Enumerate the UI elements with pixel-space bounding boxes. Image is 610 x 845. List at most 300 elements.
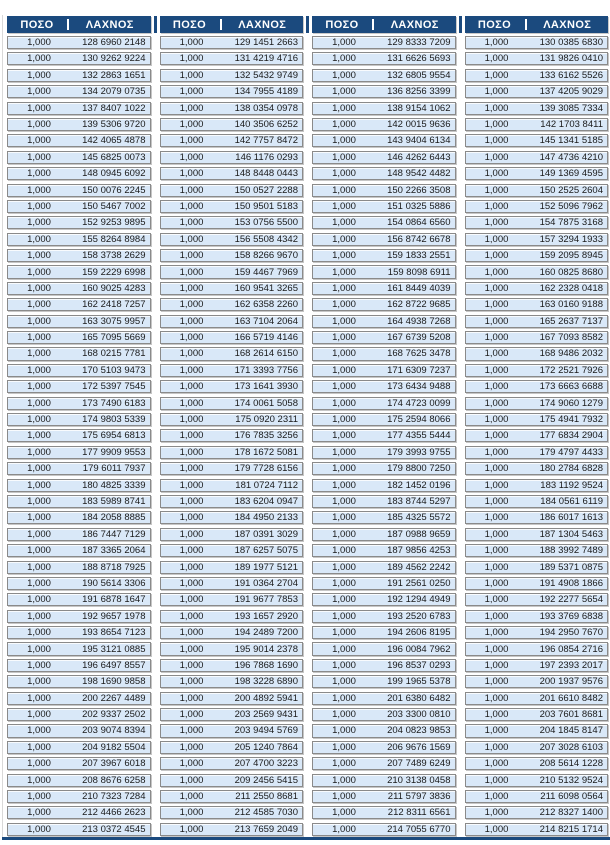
ticket-number-cell: 145 6825 0073 (82, 151, 146, 163)
ticket-number-cell: 173 7490 6183 (82, 397, 146, 409)
table-row[interactable] (7, 397, 151, 410)
table-row[interactable] (160, 52, 304, 65)
amount-cell: 1,000 (179, 282, 204, 294)
amount-cell: 1,000 (179, 266, 204, 278)
table-row[interactable] (312, 200, 456, 213)
table-row[interactable] (465, 577, 609, 590)
amount-cell: 1,000 (179, 151, 204, 163)
ticket-number-cell: 154 7875 3168 (539, 217, 603, 229)
table-row[interactable] (7, 167, 151, 180)
amount-cell: 1,000 (27, 512, 51, 524)
table-row[interactable] (465, 528, 609, 541)
table-row[interactable] (7, 642, 151, 655)
table-row[interactable] (160, 36, 304, 49)
table-row[interactable] (160, 413, 304, 426)
table-row[interactable] (465, 331, 609, 344)
table-row[interactable] (7, 561, 151, 574)
amount-cell: 1,000 (27, 463, 51, 475)
table-row[interactable] (465, 265, 609, 278)
table-row[interactable] (312, 462, 456, 475)
table-row[interactable] (7, 659, 151, 672)
ticket-number-cell: 148 0945 6092 (82, 168, 146, 180)
amount-cell: 1,000 (332, 135, 356, 147)
table-row[interactable] (312, 216, 456, 229)
table-row[interactable] (160, 397, 304, 410)
ticket-number-cell: 184 4950 2133 (234, 512, 298, 524)
ticket-number-cell: 132 5432 9749 (234, 69, 298, 81)
table-row[interactable] (7, 216, 151, 229)
table-row[interactable] (465, 429, 609, 442)
table-row[interactable] (312, 577, 456, 590)
table-row[interactable] (465, 724, 609, 737)
table-row[interactable] (160, 315, 304, 328)
table-row[interactable] (160, 708, 304, 721)
table-row[interactable] (312, 642, 456, 655)
amount-cell: 1,000 (332, 233, 356, 245)
table-row[interactable] (312, 167, 456, 180)
table-row[interactable] (465, 642, 609, 655)
ticket-number-cell: 142 1703 8411 (540, 119, 603, 130)
table-row[interactable] (7, 265, 151, 278)
table-row[interactable] (465, 347, 609, 360)
table-row[interactable] (465, 282, 609, 295)
table-row[interactable] (465, 364, 609, 377)
table-row[interactable] (160, 167, 304, 180)
table-row[interactable] (465, 134, 609, 147)
table-row[interactable] (312, 265, 456, 278)
table-row[interactable] (160, 790, 304, 803)
ticket-number-cell: 152 9253 9895 (82, 217, 146, 229)
table-row[interactable] (465, 561, 609, 574)
table-row[interactable] (465, 708, 609, 721)
table-row[interactable] (465, 36, 609, 49)
table-row[interactable] (160, 626, 304, 639)
amount-cell: 1,000 (484, 135, 509, 147)
amount-cell: 1,000 (27, 381, 51, 393)
table-row[interactable] (312, 479, 456, 492)
table-row[interactable] (312, 610, 456, 623)
amount-cell: 1,000 (179, 315, 204, 327)
table-row[interactable] (312, 823, 456, 836)
ticket-number-cell: 203 9074 8394 (82, 725, 146, 737)
table-row[interactable] (160, 675, 304, 688)
table-row[interactable] (465, 806, 609, 819)
table-row[interactable] (312, 544, 456, 557)
table-row[interactable] (160, 724, 304, 737)
ticket-number-cell: 175 4941 7932 (539, 414, 603, 426)
table-row[interactable] (465, 118, 609, 131)
ticket-number-cell: 160 9025 4283 (82, 282, 146, 294)
table-row[interactable] (160, 233, 304, 246)
ticket-number-cell: 207 4700 3223 (234, 758, 298, 770)
table-row[interactable] (312, 724, 456, 737)
amount-cell: 1,000 (27, 495, 51, 507)
ticket-number-cell: 184 2058 8885 (82, 512, 146, 524)
ticket-number-cell: 196 7868 1690 (234, 659, 298, 671)
ticket-number-cell: 207 3028 6103 (539, 741, 603, 753)
table-row[interactable] (465, 495, 609, 508)
table-row[interactable] (7, 675, 151, 688)
table-row[interactable] (312, 397, 456, 410)
table-row[interactable] (160, 659, 304, 672)
table-row[interactable] (160, 184, 304, 197)
ticket-number-cell: 178 1672 5081 (234, 446, 298, 458)
table-row[interactable] (465, 233, 609, 246)
table-row[interactable] (465, 446, 609, 459)
table-row[interactable] (160, 249, 304, 262)
column-group-2 (160, 16, 304, 836)
table-row[interactable] (7, 429, 151, 442)
ticket-number-cell: 191 6878 1647 (82, 594, 146, 606)
amount-cell: 1,000 (332, 332, 356, 344)
ticket-number-cell: 174 9803 5339 (82, 414, 146, 426)
amount-cell: 1,000 (484, 610, 509, 622)
amount-cell: 1,000 (484, 545, 509, 557)
table-row[interactable] (312, 282, 456, 295)
table-row[interactable] (160, 282, 304, 295)
table-row[interactable] (160, 429, 304, 442)
table-row[interactable] (160, 561, 304, 574)
ticket-number-cell: 130 9262 9224 (82, 53, 146, 65)
ticket-number-cell: 185 4325 5572 (387, 512, 451, 524)
ticket-number-cell: 180 2784 6828 (539, 463, 603, 475)
table-row[interactable] (7, 528, 151, 541)
ticket-number-cell: 148 9542 4482 (387, 168, 451, 180)
amount-cell: 1,000 (179, 299, 204, 311)
table-row[interactable] (7, 85, 151, 98)
table-row[interactable] (465, 823, 609, 836)
table-row[interactable] (312, 315, 456, 328)
table-row[interactable] (160, 479, 304, 492)
amount-cell: 1,000 (332, 495, 356, 507)
table-row[interactable] (312, 249, 456, 262)
table-row[interactable] (312, 528, 456, 541)
table-row[interactable] (312, 85, 456, 98)
table-row[interactable] (7, 102, 151, 115)
table-row[interactable] (465, 757, 609, 770)
table-row[interactable] (312, 233, 456, 246)
table-row[interactable] (7, 69, 151, 82)
table-row[interactable] (7, 724, 151, 737)
ticket-number-cell: 147 4736 4210 (539, 151, 603, 163)
table-row[interactable] (160, 331, 304, 344)
amount-cell: 1,000 (484, 282, 509, 294)
amount-cell: 1,000 (332, 184, 356, 196)
amount-cell: 1,000 (484, 53, 509, 65)
amount-cell: 1,000 (332, 692, 356, 704)
table-row[interactable] (160, 642, 304, 655)
table-row[interactable] (465, 610, 609, 623)
amount-cell: 1,000 (27, 709, 51, 721)
table-row[interactable] (312, 347, 456, 360)
table-row[interactable] (465, 298, 609, 311)
table-row[interactable] (7, 511, 151, 524)
table-row[interactable] (7, 315, 151, 328)
table-row[interactable] (160, 462, 304, 475)
amount-cell: 1,000 (179, 200, 204, 212)
table-row[interactable] (160, 692, 304, 705)
column-header (465, 16, 609, 33)
table-row[interactable] (160, 610, 304, 623)
table-row[interactable] (7, 380, 151, 393)
table-row[interactable] (465, 626, 609, 639)
table-row[interactable] (160, 265, 304, 278)
table-row[interactable] (7, 200, 151, 213)
table-row[interactable] (465, 593, 609, 606)
table-row[interactable] (7, 774, 151, 787)
table-row[interactable] (160, 544, 304, 557)
ticket-number-cell: 150 0527 2288 (234, 184, 298, 196)
amount-cell: 1,000 (332, 102, 356, 114)
table-row[interactable] (465, 511, 609, 524)
ticket-number-cell: 137 4205 9029 (539, 86, 603, 98)
ticket-number-cell: 212 8327 1400 (539, 807, 603, 819)
ticket-number-cell: 174 0061 5058 (234, 397, 298, 409)
table-row[interactable] (312, 692, 456, 705)
table-row[interactable] (312, 561, 456, 574)
table-row[interactable] (7, 479, 151, 492)
table-row[interactable] (312, 741, 456, 754)
table-row[interactable] (160, 806, 304, 819)
table-row[interactable] (7, 249, 151, 262)
ticket-number-cell: 187 0988 9659 (387, 528, 451, 540)
table-row[interactable] (7, 626, 151, 639)
table-row[interactable] (7, 52, 151, 65)
table-row[interactable] (7, 413, 151, 426)
amount-cell: 1,000 (179, 332, 204, 344)
table-row[interactable] (7, 806, 151, 819)
table-row[interactable] (312, 446, 456, 459)
table-row[interactable] (465, 544, 609, 557)
ticket-number-cell: 173 1641 3930 (234, 381, 298, 393)
table-row[interactable] (160, 446, 304, 459)
table-row[interactable] (465, 692, 609, 705)
ticket-number-cell: 179 4797 4433 (539, 446, 603, 458)
table-row[interactable] (160, 298, 304, 311)
ticket-number-cell: 171 3393 7756 (234, 364, 298, 376)
table-row[interactable] (7, 347, 151, 360)
amount-cell: 1,000 (179, 86, 204, 98)
table-row[interactable] (160, 69, 304, 82)
table-row[interactable] (312, 593, 456, 606)
ticket-number-cell: 159 8098 6911 (387, 266, 451, 278)
amount-cell: 1,000 (332, 217, 356, 229)
table-row[interactable] (312, 52, 456, 65)
table-row[interactable] (465, 659, 609, 672)
table-row[interactable] (465, 216, 609, 229)
rows-container (465, 36, 609, 836)
table-row[interactable] (465, 675, 609, 688)
amount-cell: 1,000 (484, 512, 509, 524)
table-row[interactable] (160, 528, 304, 541)
amount-cell: 1,000 (27, 217, 51, 229)
table-row[interactable] (160, 134, 304, 147)
ticket-number-cell: 136 8256 3399 (387, 86, 451, 98)
table-row[interactable] (312, 364, 456, 377)
ticket-number-cell: 177 6834 2904 (539, 430, 603, 442)
ticket-number-cell: 179 7728 6156 (234, 463, 298, 475)
ticket-number-cell: 193 1657 2920 (234, 610, 298, 622)
amount-cell: 1,000 (484, 561, 509, 573)
ticket-number-cell: 150 2266 3508 (387, 184, 451, 196)
table-row[interactable] (465, 102, 609, 115)
table-row[interactable] (160, 823, 304, 836)
amount-cell: 1,000 (179, 348, 204, 360)
ticket-number-cell: 164 4938 7268 (387, 315, 451, 327)
table-row[interactable] (7, 331, 151, 344)
table-row[interactable] (7, 36, 151, 49)
table-row[interactable] (465, 413, 609, 426)
table-row[interactable] (160, 774, 304, 787)
table-row[interactable] (7, 757, 151, 770)
table-row[interactable] (160, 216, 304, 229)
table-row[interactable] (7, 282, 151, 295)
table-row[interactable] (465, 200, 609, 213)
table-row[interactable] (312, 298, 456, 311)
table-row[interactable] (465, 774, 609, 787)
ticket-number-cell: 210 5132 9524 (539, 774, 603, 786)
table-row[interactable] (160, 347, 304, 360)
table-row[interactable] (7, 610, 151, 623)
table-row[interactable] (312, 102, 456, 115)
ticket-number-cell: 188 8718 7925 (82, 561, 146, 573)
table-row[interactable] (160, 741, 304, 754)
ticket-number-cell: 150 9501 5183 (234, 200, 298, 212)
table-row[interactable] (312, 184, 456, 197)
ticket-number-cell: 142 0015 9636 (387, 119, 451, 130)
table-row[interactable] (465, 249, 609, 262)
table-row[interactable] (312, 380, 456, 393)
ticket-number-cell: 165 2637 7137 (539, 315, 603, 327)
table-row[interactable] (465, 479, 609, 492)
table-row[interactable] (7, 823, 151, 836)
amount-cell: 1,000 (332, 577, 356, 589)
amount-cell: 1,000 (332, 266, 356, 278)
table-row[interactable] (312, 708, 456, 721)
table-row[interactable] (312, 36, 456, 49)
ticket-number-cell: 206 9676 1569 (387, 741, 451, 753)
table-row[interactable] (312, 495, 456, 508)
table-row[interactable] (7, 118, 151, 131)
amount-cell: 1,000 (27, 69, 51, 81)
table-row[interactable] (7, 151, 151, 164)
ticket-number-cell: 211 5797 3836 (387, 791, 451, 803)
table-row[interactable] (465, 315, 609, 328)
table-row[interactable] (160, 495, 304, 508)
table-row[interactable] (465, 184, 609, 197)
table-row[interactable] (312, 757, 456, 770)
table-row[interactable] (465, 397, 609, 410)
table-row[interactable] (312, 806, 456, 819)
table-row[interactable] (312, 69, 456, 82)
table-row[interactable] (160, 364, 304, 377)
table-row[interactable] (312, 413, 456, 426)
table-row[interactable] (312, 675, 456, 688)
table-row[interactable] (312, 118, 456, 131)
table-row[interactable] (160, 102, 304, 115)
table-row[interactable] (7, 364, 151, 377)
table-row[interactable] (465, 167, 609, 180)
table-row[interactable] (160, 200, 304, 213)
table-row[interactable] (160, 511, 304, 524)
table-row[interactable] (160, 85, 304, 98)
table-row[interactable] (7, 495, 151, 508)
amount-cell: 1,000 (27, 741, 51, 753)
ticket-number-cell: 210 3138 0458 (387, 774, 451, 786)
table-row[interactable] (312, 429, 456, 442)
ticket-number-cell: 187 3365 2064 (82, 545, 146, 557)
table-row[interactable] (312, 626, 456, 639)
table-row[interactable] (465, 85, 609, 98)
table-row[interactable] (7, 298, 151, 311)
table-row[interactable] (160, 151, 304, 164)
table-row[interactable] (7, 593, 151, 606)
table-row[interactable] (312, 331, 456, 344)
table-row[interactable] (7, 134, 151, 147)
ticket-number-cell: 173 6434 9488 (387, 381, 451, 393)
table-row[interactable] (7, 577, 151, 590)
table-row[interactable] (465, 380, 609, 393)
table-row[interactable] (160, 577, 304, 590)
table-row[interactable] (7, 544, 151, 557)
table-row[interactable] (7, 184, 151, 197)
table-row[interactable] (465, 151, 609, 164)
table-row[interactable] (7, 741, 151, 754)
table-row[interactable] (160, 380, 304, 393)
table-row[interactable] (465, 462, 609, 475)
table-row[interactable] (465, 741, 609, 754)
table-row[interactable] (312, 774, 456, 787)
table-row[interactable] (7, 462, 151, 475)
ticket-number-cell: 167 7093 8582 (539, 332, 603, 344)
table-row[interactable] (7, 708, 151, 721)
table-row[interactable] (465, 69, 609, 82)
amount-cell: 1,000 (484, 348, 509, 360)
amount-cell: 1,000 (484, 758, 509, 770)
table-row[interactable] (312, 134, 456, 147)
amount-cell: 1,000 (332, 741, 356, 753)
column-header (7, 16, 151, 33)
table-row[interactable] (7, 233, 151, 246)
ticket-number-cell: 145 1341 5185 (539, 135, 603, 147)
table-row[interactable] (7, 446, 151, 459)
ticket-number-cell: 162 2328 0418 (539, 282, 603, 294)
ticket-number-cell: 146 4262 6443 (387, 151, 451, 163)
table-row[interactable] (7, 790, 151, 803)
table-row[interactable] (465, 52, 609, 65)
table-row[interactable] (7, 692, 151, 705)
ticket-number-cell: 168 0215 7781 (82, 348, 146, 360)
amount-cell: 1,000 (484, 69, 509, 81)
amount-cell: 1,000 (179, 364, 204, 376)
table-row[interactable] (160, 593, 304, 606)
table-row[interactable] (465, 790, 609, 803)
table-row[interactable] (312, 659, 456, 672)
amount-cell: 1,000 (484, 332, 509, 344)
table-row[interactable] (312, 151, 456, 164)
table-row[interactable] (312, 790, 456, 803)
ticket-number-cell: 134 7955 4189 (234, 86, 298, 98)
ticket-number-cell: 186 6017 1613 (539, 512, 603, 524)
table-row[interactable] (160, 118, 304, 131)
table-row[interactable] (312, 511, 456, 524)
ticket-number-cell: 204 9182 5504 (82, 741, 146, 753)
amount-cell: 1,000 (484, 414, 509, 426)
ticket-number-cell: 174 9060 1279 (539, 397, 603, 409)
amount-cell: 1,000 (179, 774, 204, 786)
amount-cell: 1,000 (484, 168, 509, 180)
table-row[interactable] (160, 757, 304, 770)
